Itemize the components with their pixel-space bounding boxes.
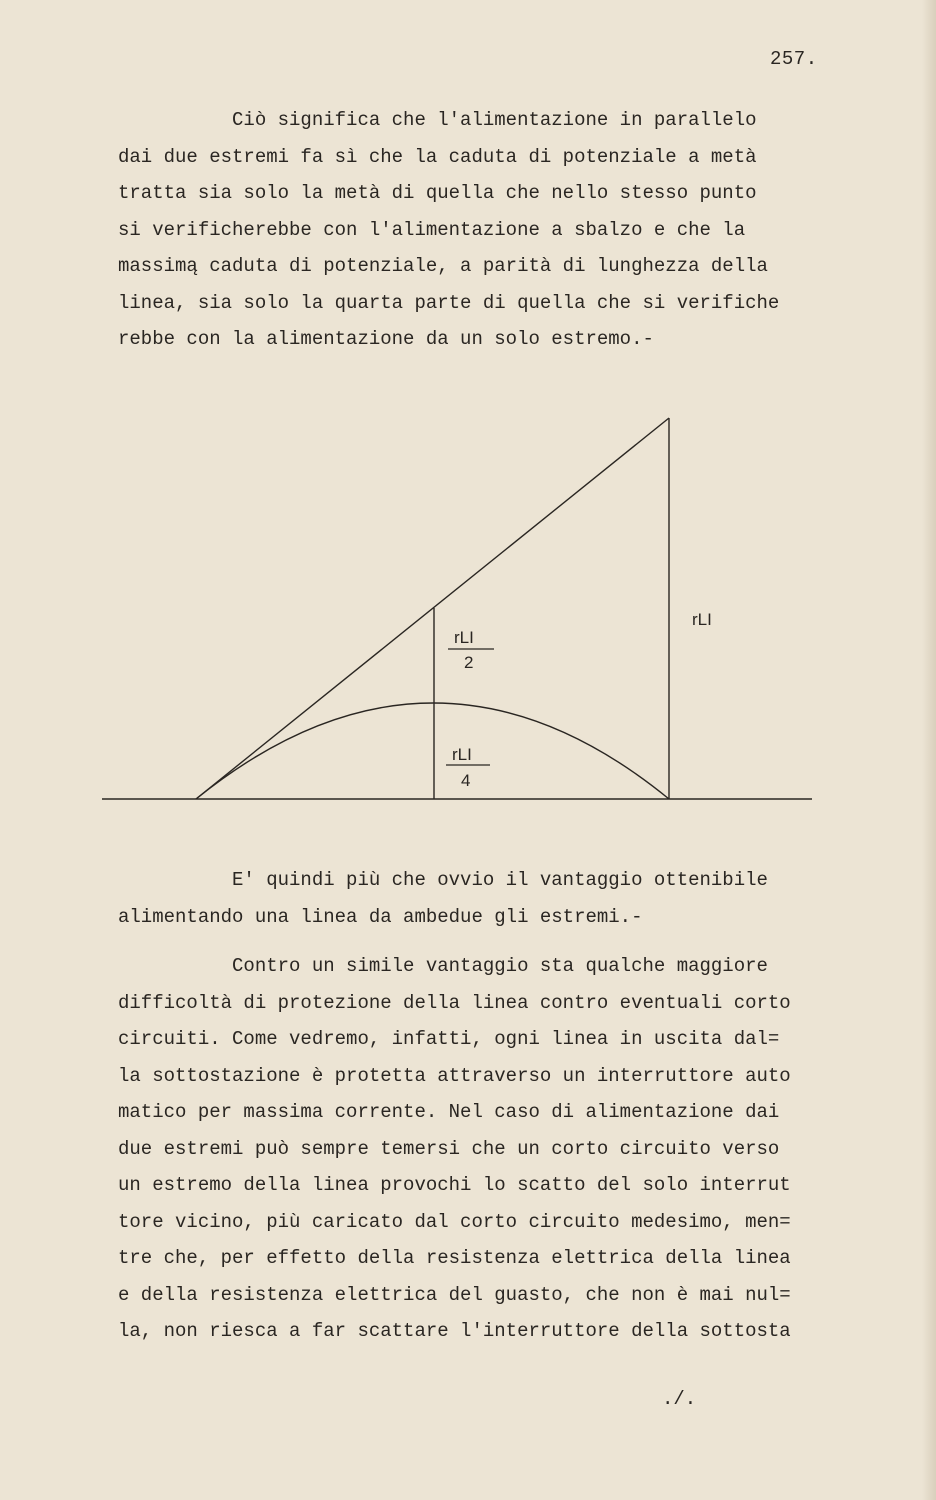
label-quarter-numerator: rLI <box>452 745 472 764</box>
page-number: 257. <box>770 48 818 70</box>
label-full-drop: rLI <box>692 610 712 629</box>
text-line: linea, sia solo la quarta parte di quella che si verifiche <box>118 291 780 314</box>
text-line: tre che, per effetto della resistenza elettrica della linea <box>118 1247 791 1269</box>
label-quarter-denominator: 4 <box>461 771 471 790</box>
text-line: si verificherebbe con l'alimentazione a sbalzo e che la <box>118 218 746 241</box>
paragraph-2 <box>118 862 838 935</box>
text-line: tratta sia solo la metà di quella che nello stesso punto <box>118 182 757 204</box>
text-line: Contro un simile vantaggio sta qualche maggiore <box>118 955 768 977</box>
text-line: tore vicino, più caricato dal corto circuito medesimo, men= <box>118 1210 791 1233</box>
parabolic-drop-curve <box>196 703 669 799</box>
text-line: difficoltà di protezione della linea contro eventuali corto <box>118 991 791 1014</box>
text-line: rebbe con la alimentazione da un solo estremo.- <box>118 328 654 350</box>
continuation-mark: ./. <box>662 1388 697 1410</box>
text-line: la, non riesca a far scattare l'interruttore della sottosta <box>118 1320 791 1342</box>
text-line: la sottostazione è protetta attraverso un interruttore auto <box>118 1064 791 1087</box>
text-line: Ciò significa che l'alimentazione in parallelo <box>118 109 757 131</box>
text-line: e della resistenza elettrica del guasto, che non è mai nul= <box>118 1283 791 1306</box>
triangle-hypotenuse <box>196 418 669 799</box>
text-line: massimą caduta di potenziale, a parità di lunghezza della <box>118 255 768 277</box>
text-line: circuiti. Come vedremo, infatti, ogni linea in uscita dal= <box>118 1028 780 1050</box>
text-line: un estremo della linea provochi lo scatto del solo interrut <box>118 1174 791 1196</box>
text-line: dai due estremi fa sì che la caduta di potenziale a metà <box>118 145 757 168</box>
label-half-numerator: rLI <box>454 628 474 647</box>
text-line: alimentando una linea da ambedue gli estremi.- <box>118 905 643 928</box>
paragraph-3 <box>118 948 838 1350</box>
text-line: due estremi può sempre temersi che un corto circuito verso <box>118 1137 780 1160</box>
text-line: E' quindi più che ovvio il vantaggio ottenibile <box>118 869 768 891</box>
text-line: matico per massima corrente. Nel caso di alimentazione dai <box>118 1101 780 1123</box>
label-half-denominator: 2 <box>464 653 474 672</box>
